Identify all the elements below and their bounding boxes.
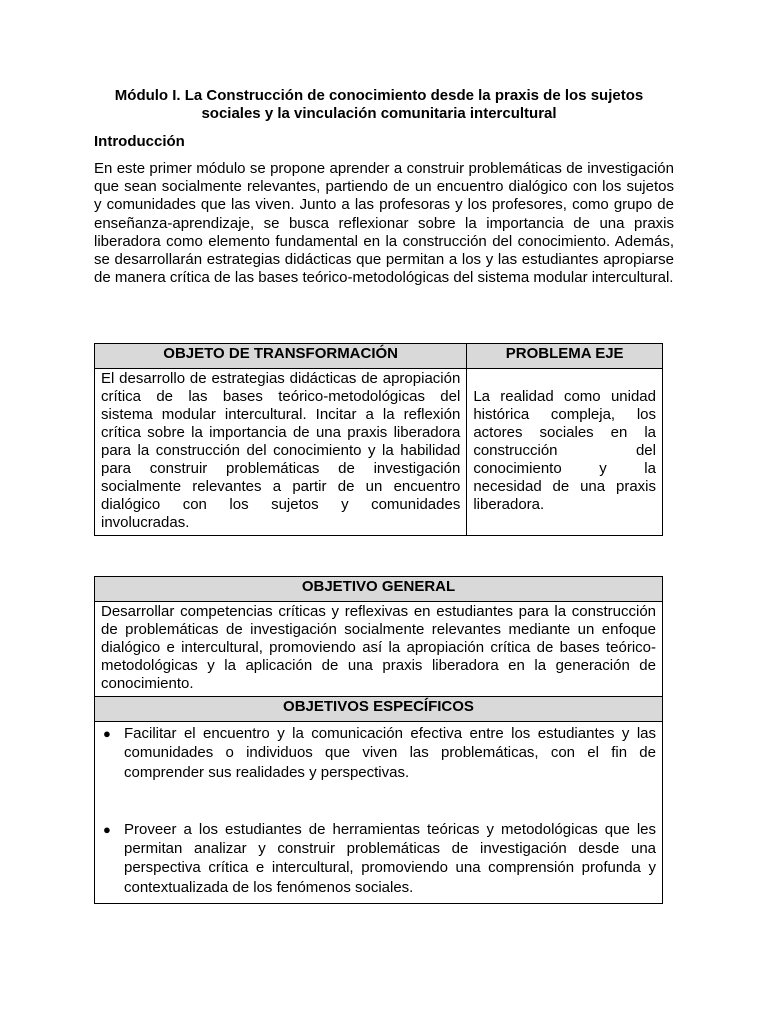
problem-cell: La realidad como unidad histórica compleja, los actores sociales en la construcción del conocimiento y la necesidad de una praxis liberadora. <box>467 369 663 536</box>
list-item-text: Proveer a los estudiantes de herramientas teóricas y metodológicas que les permitan analizar y construir problemáticas de investigación desde una perspectiva crítica e intercultural, promoviendo una comprensión profunda y contextualizada de los fenómenos sociales. <box>124 820 656 896</box>
transformation-table <box>94 343 663 536</box>
module-title: Módulo I. La Construcción de conocimiento desde la praxis de los sujetos sociales y la vinculación comunitaria intercultural <box>114 87 644 122</box>
bullet-icon: ● <box>103 726 111 741</box>
general-objective-cell: Desarrollar competencias críticas y reflexivas en estudiantes para la construcción de problemáticas de investigación socialmente relevantes mediante un enfoque dialógico e intercultural, promoviendo así la apropiación crítica de bases teórico-metodológicas y la aplicación de una praxis liberadora en la generación de conocimiento. <box>95 602 663 697</box>
general-objective-row <box>95 602 663 697</box>
specific-objectives-row <box>95 722 663 904</box>
intro-paragraph: En este primer módulo se propone aprender a construir problemáticas de investigación que sean socialmente relevantes, partiendo de un encuentro dialógico con los sujetos y comunidades que las viven. Junto a las profesoras y los profesores, como grupo de enseñanza-aprendizaje, se busca reflexionar sobre la importancia de una praxis liberadora como elemento fundamental en la construcción del conocimiento. Además, se desarrollarán estrategias didácticas que permitan a los y las estudiantes apropiarse de manera crítica de las bases teórico-metodológicas del sistema modular intercultural. <box>94 160 674 287</box>
intro-heading: Introducción <box>94 133 185 150</box>
object-cell: El desarrollo de estrategias didácticas de apropiación crítica de las bases teórico-metodológicas del sistema modular intercultural. Incitar a la reflexión crítica sobre la importancia de una praxis liberadora para la construcción del conocimiento y la habilidad para construir problemáticas de investigación socialmente relevantes a partir de un encuentro dialógico con los sujetos y comunidades involucradas. <box>95 369 467 536</box>
object-header: OBJETO DE TRANSFORMACIÓN <box>95 344 467 369</box>
specific-objectives-header-row <box>95 697 663 722</box>
bullet-icon: ● <box>103 821 111 837</box>
specific-objectives-header: OBJETIVOS ESPECÍFICOS <box>95 697 663 722</box>
specific-objectives-list <box>101 724 656 897</box>
transformation-table-row <box>95 369 663 536</box>
objectives-table <box>94 576 663 904</box>
specific-objectives-cell <box>95 722 663 904</box>
transformation-table-header-row <box>95 344 663 369</box>
problem-header: PROBLEMA EJE <box>467 344 663 369</box>
list-item <box>101 724 656 782</box>
list-item <box>101 820 656 897</box>
general-objective-header: OBJETIVO GENERAL <box>95 577 663 602</box>
list-item-text: Facilitar el encuentro y la comunicación efectiva entre los estudiantes y las comunidades o individuos que viven las problemáticas, con el fin de comprender sus realidades y perspectivas. <box>124 725 656 781</box>
general-objective-header-row <box>95 577 663 602</box>
